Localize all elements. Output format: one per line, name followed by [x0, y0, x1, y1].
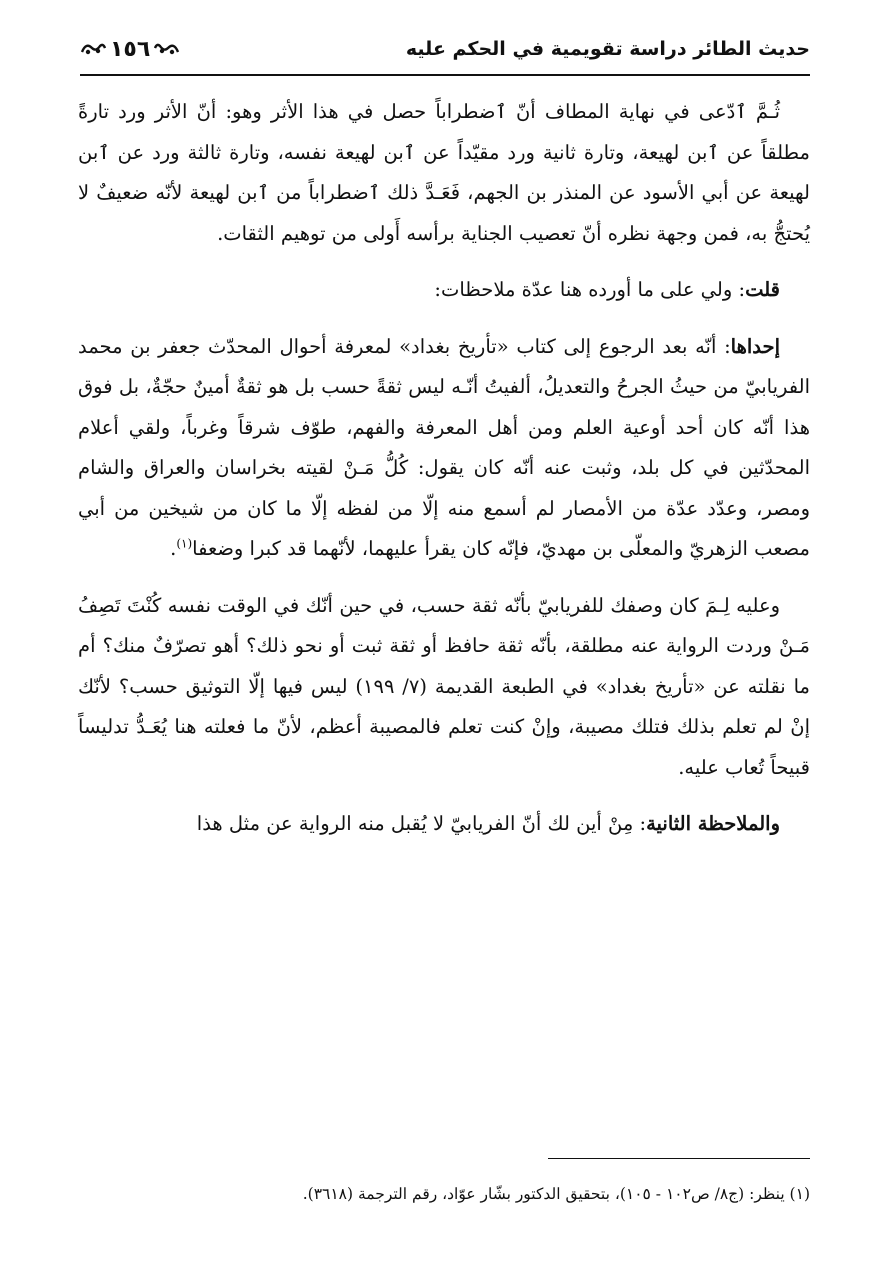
paragraph-1-text: ثُـمَّ ٱدّعى في نهاية المطاف أنّ ٱضطراباً حصل في هذا الأثر وهو: أنّ الأثر ورد تارةً مطلقاً عن ٱبن لهيعة، وتارة ثانية ورد مقيّداً عن ٱبن لهيعة نفسه، وتارة ثالثة ورد عن ٱبن لهيعة عن أبي الأسود عن المنذر بن الجهم، فَعَـدَّ ذلك ٱضطراباً من ٱبن لهيعة لأنّه ضعيفٌ لا يُحتجُّ به، فمن وجهة نظره أنّ تعصيب الجناية برأسه أَولى من توهيم الثقات.: [78, 100, 810, 245]
page-number: ١٥٦: [110, 36, 151, 62]
footnote-separator: [548, 1158, 810, 1159]
paragraph-5: [78, 804, 810, 845]
right-ornament-icon: [154, 40, 180, 58]
paragraph-2: [78, 270, 810, 311]
footnote-marker: (١): [176, 536, 193, 551]
paragraph-3: [78, 327, 810, 570]
footnote: (١) ينظر: (ج٨/ ص١٠٢ - ١٠٥)، بتحقيق الدكتور بشّار عوّاد، رقم الترجمة (٣٦١٨).: [302, 1185, 810, 1203]
header-title: حديث الطائر دراسة تقويمية في الحكم عليه: [405, 38, 810, 60]
paragraph-3-lead: إحداها: [730, 334, 780, 358]
paragraph-3-text: : أنّه بعد الرجوع إلى كتاب «تأريخ بغداد» لمعرفة أحوال المحدّث جعفر بن محمد الفريابيّ من حيثُ الجرحُ والتعديلُ، ألفيتُ أنّـه ليس ثقةً حسب بل هو ثقةٌ أمينٌ حجّةٌ، بل فوق هذا أنّه كان أحد أوعية العلم ومن أهل المعرفة والفهم، طوّف شرقاً وغرباً، ولقي أعلام المحدّثين في كل بلد، وثبت عنه أنّه كان يقول: كُلُّ مَـنْ لقيته بخراسان والعراق والشام ومصر، وعدّد عدّة من الأمصار لم أسمع منه إلّا من لفظه إلّا ما كان من شيخين من أبي مصعب الزهريّ والمعلّى بن مهديّ، فإنّه كان يقرأ عليهما، لأنّهما قد كبرا وضعفا: [78, 334, 810, 560]
paragraph-3-tail: .: [170, 537, 177, 560]
page-number-block: [80, 32, 180, 66]
running-header: [80, 30, 810, 76]
paragraph-4: [78, 586, 810, 789]
paragraph-1: [78, 92, 810, 254]
paragraph-2-lead: قلت: [745, 278, 780, 301]
main-text: [78, 92, 810, 861]
header-rule: [80, 74, 810, 76]
paragraph-4-text: وعليه لِـمَ كان وصفك للفريابيّ بأنّه ثقة حسب، في حين أنّك في الوقت نفسه كُنْتَ تَصِفُ مَـنْ وردت الرواية عنه مطلقة، بأنّه ثقة حافظ أو ثقة ثبت أو نحو ذلك؟ أهو تصرّفٌ منك؟ أم ما نقلته عن «تأريخ بغداد» في الطبعة القديمة (٧/ ١٩٩) ليس فيها إلّا التوثيق حسب؟ لأنّك إنْ لم تعلم بذلك فتلك مصيبة، وإنْ كنت تعلم فالمصيبة أعظم، لأنّ ما فعلته هنا يُعَـدُّ تدليساً قبيحاً تُعاب عليه.: [78, 593, 810, 779]
paragraph-5-lead: والملاحظة الثانية: [646, 812, 780, 835]
paragraph-5-text: : مِنْ أين لك أنّ الفريابيّ لا يُقبل منه الرواية عن مثل هذا: [196, 812, 647, 835]
paragraph-2-text: : ولي على ما أورده هنا عدّة ملاحظات:: [434, 278, 746, 301]
left-ornament-icon: [80, 40, 106, 58]
